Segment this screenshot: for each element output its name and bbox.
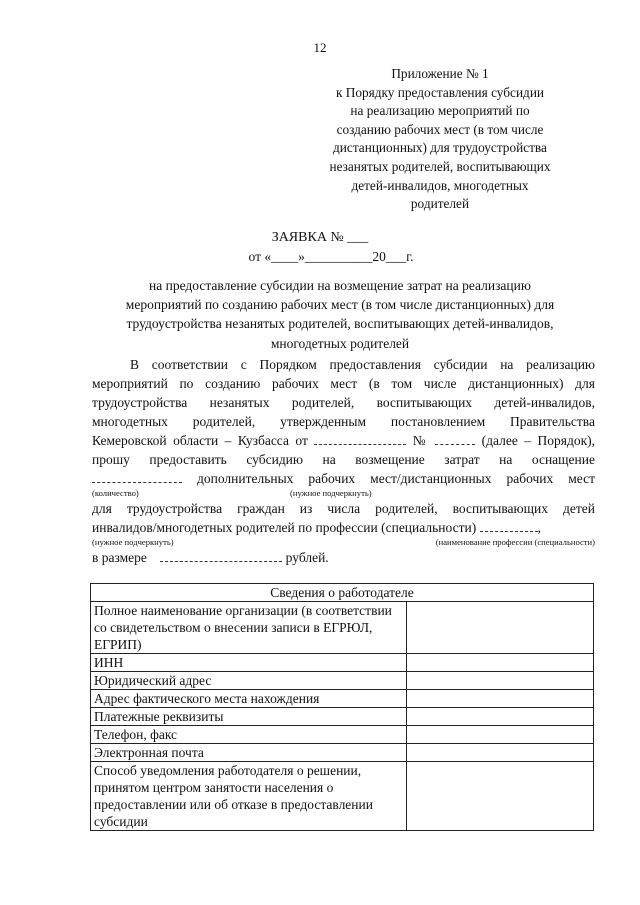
- body-text: дополнительных рабочих мест/дистанционных рабочих мест: [196, 471, 596, 486]
- row-label-phone-fax: Телефон, факс: [91, 726, 407, 744]
- body-text: инвалидов/многодетных родителей по профессии (специальности): [92, 520, 477, 535]
- hint-quantity: (количество): [92, 488, 139, 498]
- decree-number-blank[interactable]: [435, 432, 475, 445]
- application-date: от «____»__________20___г.: [248, 249, 414, 264]
- row-label-actual-address: Адрес фактического места нахождения: [91, 690, 407, 708]
- body-text: рублей.: [285, 550, 329, 565]
- row-label-email: Электронная почта: [91, 744, 407, 762]
- table-row: [91, 654, 594, 672]
- appendix-line: незанятых родителей, воспитывающих: [329, 158, 551, 174]
- table-header-row: [91, 584, 594, 602]
- hint-profession: (наименование профессии (специальности): [435, 537, 595, 547]
- row-value-bank-details[interactable]: [407, 708, 594, 726]
- application-body: [92, 355, 595, 567]
- appendix-line: детей-инвалидов, многодетных: [351, 177, 529, 193]
- body-line: трудоустройства незанятых родителей, воспитывающих детей-инвалидов,: [92, 395, 595, 410]
- quantity-blank[interactable]: [92, 470, 182, 483]
- table-row: [91, 726, 594, 744]
- hint-row: [92, 488, 595, 499]
- table-row: [91, 762, 594, 831]
- hint-underline: (нужное подчеркнуть): [92, 537, 174, 547]
- table-row: [91, 602, 594, 654]
- body-line: для трудоустройства граждан из числа родителей, воспитывающих детей: [92, 501, 595, 516]
- appendix-line: созданию рабочих мест (в том числе: [336, 121, 544, 137]
- body-text: (далее – Порядок),: [481, 433, 596, 448]
- body-line-amount: [92, 548, 595, 567]
- application-title: ЗАЯВКА № ___: [271, 230, 369, 245]
- table-row: [91, 690, 594, 708]
- employer-info-table: [90, 583, 594, 831]
- hint-underline: (нужное подчеркнуть): [290, 488, 372, 498]
- row-label-notification-method: Способ уведомления работодателя о решении, принятом центром занятости населения о предоставлении или об отказе в предоставлении субсидии: [91, 762, 407, 831]
- subject-line: трудоустройства незанятых родителей, воспитывающих детей-инвалидов,: [126, 316, 554, 332]
- page-number: 12: [313, 40, 327, 55]
- appendix-line: дистанционных) для трудоустройства: [333, 140, 547, 156]
- row-value-org-name[interactable]: [407, 602, 594, 654]
- row-label-bank-details: Платежные реквизиты: [91, 708, 407, 726]
- row-value-email[interactable]: [407, 744, 594, 762]
- subject-line: многодетных родителей: [270, 335, 410, 351]
- body-line: мероприятий по созданию рабочих мест (в том числе дистанционных) для: [92, 376, 595, 391]
- body-text: №: [412, 433, 429, 448]
- body-line: прошу предоставить субсидию на возмещение затрат на оснащение: [92, 452, 595, 467]
- body-text: Кемеровской области – Кузбасса от: [92, 433, 308, 448]
- row-value-legal-address[interactable]: [407, 672, 594, 690]
- row-label-org-name: Полное наименование организации (в соответствии со свидетельством о внесении записи в ЕГРЮЛ, ЕГРИП): [91, 602, 407, 654]
- amount-blank[interactable]: [160, 549, 282, 562]
- profession-blank[interactable]: [480, 519, 538, 532]
- table-row: [91, 744, 594, 762]
- body-line-decree: [92, 431, 595, 450]
- decree-date-blank[interactable]: [314, 432, 406, 445]
- table-header: Сведения о работодателе: [91, 584, 594, 602]
- row-label-legal-address: Юридический адрес: [91, 672, 407, 690]
- body-line-profession: [92, 518, 595, 537]
- body-line-quantity: [92, 469, 595, 488]
- appendix-line: на реализацию мероприятий по: [350, 103, 530, 119]
- application-subject: [85, 276, 595, 353]
- row-value-phone-fax[interactable]: [407, 726, 594, 744]
- appendix-header: [310, 65, 570, 214]
- application-title-block: [0, 228, 640, 266]
- appendix-line: Приложение № 1: [391, 66, 489, 81]
- row-value-actual-address[interactable]: [407, 690, 594, 708]
- hint-row: [92, 537, 595, 548]
- subject-line: на предоставление субсидии на возмещение затрат на реализацию: [149, 278, 531, 293]
- row-value-notification-method[interactable]: [407, 762, 594, 831]
- body-text: в размере: [92, 550, 147, 565]
- subject-line: мероприятий по созданию рабочих мест (в том числе дистанционных) для: [125, 297, 555, 313]
- row-label-inn: ИНН: [91, 654, 407, 672]
- body-line: многодетных родителей, утвержденным постановлением Правительства: [92, 414, 595, 429]
- row-value-inn[interactable]: [407, 654, 594, 672]
- appendix-line: родителей: [410, 196, 470, 212]
- appendix-line: к Порядку предоставления субсидии: [335, 84, 545, 100]
- table-row: [91, 672, 594, 690]
- body-text: ,: [537, 520, 541, 535]
- body-line: В соответствии с Порядком предоставления субсидии на реализацию: [130, 357, 595, 372]
- table-row: [91, 708, 594, 726]
